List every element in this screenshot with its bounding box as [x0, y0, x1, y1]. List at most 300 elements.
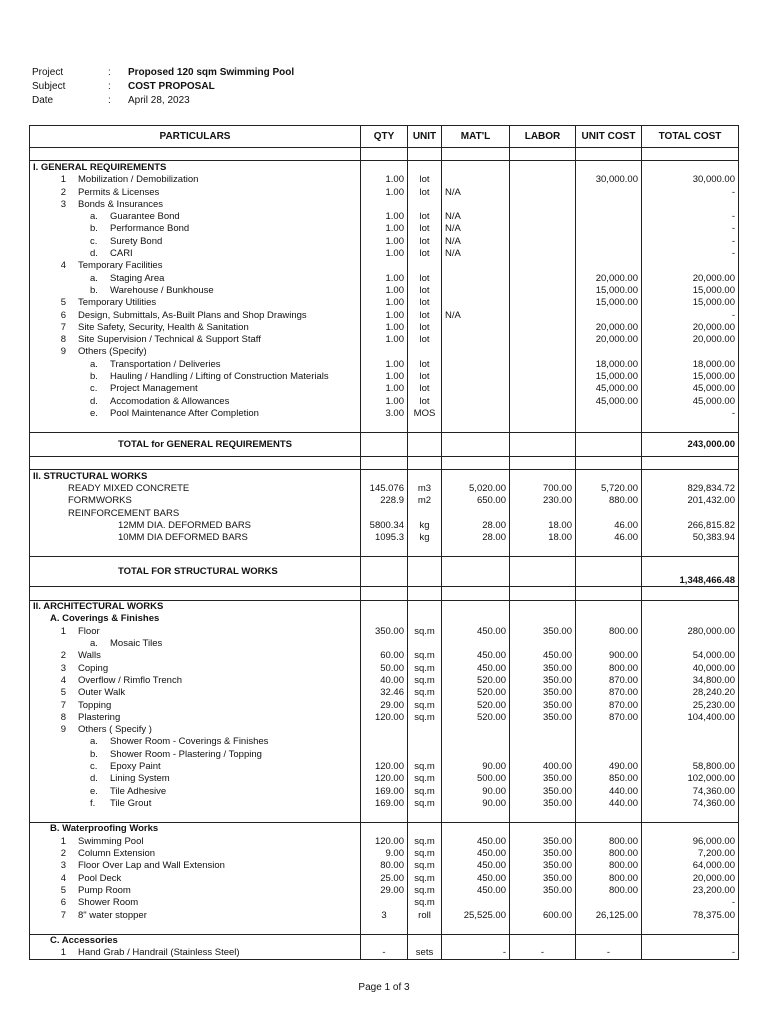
- item-text: Floor: [78, 625, 100, 637]
- table-row: [30, 370, 739, 382]
- material-cell: -: [442, 947, 510, 960]
- qty-cell: [361, 723, 408, 735]
- empty-cell: [30, 420, 361, 433]
- empty-cell: [408, 600, 442, 613]
- spacer-row: [30, 921, 739, 934]
- total-cost-cell: 40,000.00: [642, 662, 739, 674]
- qty-cell: 1095.3: [361, 532, 408, 544]
- total-cost-cell: 201,432.00: [642, 495, 739, 507]
- total-cost-cell: 18,000.00: [642, 358, 739, 370]
- item-description: [30, 532, 361, 544]
- table-row: [30, 637, 739, 649]
- unit-cost-cell: 870.00: [576, 674, 642, 686]
- table-row: [30, 687, 739, 699]
- material-cell: 520.00: [442, 699, 510, 711]
- table-row: [30, 507, 739, 519]
- material-cell: [442, 321, 510, 333]
- empty-cell: [642, 600, 739, 613]
- item-description: [30, 884, 361, 896]
- empty-cell: [510, 420, 576, 433]
- column-header: PARTICULARS: [30, 126, 361, 148]
- qty-cell: -: [361, 947, 408, 960]
- labor-cell: -: [510, 947, 576, 960]
- material-cell: [442, 736, 510, 748]
- total-value: 243,000.00: [642, 432, 739, 456]
- empty-cell: [642, 587, 739, 600]
- empty-cell: [442, 921, 510, 934]
- page-number: Page 1 of 3: [358, 982, 410, 993]
- table-row: [30, 872, 739, 884]
- qty-cell: [361, 346, 408, 358]
- empty-cell: [576, 161, 642, 174]
- total-cost-cell: 104,400.00: [642, 711, 739, 723]
- empty-cell: [510, 921, 576, 934]
- labor-cell: [510, 507, 576, 519]
- item-description: [30, 235, 361, 247]
- item-text: 8" water stopper: [78, 909, 147, 921]
- empty-cell: [408, 470, 442, 483]
- empty-cell: [442, 822, 510, 835]
- table-row: [30, 909, 739, 921]
- empty-cell: [442, 557, 510, 587]
- unit-cost-cell: 850.00: [576, 773, 642, 785]
- item-description: [30, 637, 361, 649]
- unit-cost-cell: 45,000.00: [576, 383, 642, 395]
- total-cost-cell: 74,360.00: [642, 797, 739, 809]
- item-text: Walls: [78, 650, 101, 662]
- empty-cell: [642, 822, 739, 835]
- empty-cell: [510, 613, 576, 625]
- empty-cell: [30, 921, 361, 934]
- labor-cell: [510, 210, 576, 222]
- item-text: Others (Specify): [78, 346, 147, 358]
- item-description: [30, 711, 361, 723]
- item-number: 3: [60, 860, 66, 872]
- table-row: [30, 748, 739, 760]
- table-row: [30, 309, 739, 321]
- labor-cell: [510, 748, 576, 760]
- table-row: [30, 773, 739, 785]
- table-row: [30, 346, 739, 358]
- total-cost-cell: 15,000.00: [642, 297, 739, 309]
- empty-cell: [510, 557, 576, 587]
- item-text: Hand Grab / Handrail (Stainless Steel): [78, 947, 240, 959]
- unit-cost-cell: [576, 723, 642, 735]
- table-row: [30, 482, 739, 494]
- empty-cell: [361, 432, 408, 456]
- material-cell: 450.00: [442, 884, 510, 896]
- spacer-row: [30, 587, 739, 600]
- item-text: Bonds & Insurances: [78, 198, 164, 210]
- unit-cost-cell: 20,000.00: [576, 321, 642, 333]
- unit-cell: lot: [408, 210, 442, 222]
- project-row: [32, 66, 294, 80]
- labor-cell: [510, 383, 576, 395]
- empty-cell: [576, 432, 642, 456]
- item-letter: b.: [90, 284, 98, 296]
- unit-cell: sq.m: [408, 760, 442, 772]
- item-text: Pump Room: [78, 884, 131, 896]
- item-description: [30, 321, 361, 333]
- total-cost-cell: [642, 346, 739, 358]
- item-text: REINFORCEMENT BARS: [68, 507, 180, 519]
- total-cost-cell: [642, 748, 739, 760]
- empty-cell: [361, 557, 408, 587]
- material-cell: 520.00: [442, 711, 510, 723]
- item-text: READY MIXED CONCRETE: [68, 483, 190, 495]
- empty-cell: [642, 613, 739, 625]
- total-cost-cell: [642, 507, 739, 519]
- item-letter: b.: [90, 748, 98, 760]
- unit-cell: kg: [408, 519, 442, 531]
- item-number: 6: [60, 309, 66, 321]
- material-cell: 450.00: [442, 860, 510, 872]
- item-description: [30, 333, 361, 345]
- qty-cell: 1.00: [361, 395, 408, 407]
- labor-cell: [510, 284, 576, 296]
- unit-cost-cell: 870.00: [576, 699, 642, 711]
- material-cell: [442, 748, 510, 760]
- table-row: [30, 321, 739, 333]
- unit-cost-cell: [576, 223, 642, 235]
- table-row: [30, 284, 739, 296]
- unit-cell: lot: [408, 395, 442, 407]
- material-cell: [442, 897, 510, 909]
- qty-cell: 145.076: [361, 482, 408, 494]
- material-cell: 450.00: [442, 662, 510, 674]
- total-cost-cell: -: [642, 223, 739, 235]
- empty-cell: [576, 148, 642, 161]
- item-number: 5: [60, 884, 66, 896]
- item-description: [30, 174, 361, 186]
- labor-cell: 350.00: [510, 625, 576, 637]
- total-cost-cell: 34,800.00: [642, 674, 739, 686]
- subsection-title-row: [30, 822, 739, 835]
- empty-cell: [361, 934, 408, 947]
- item-text: Project Management: [110, 383, 198, 395]
- item-letter: d.: [90, 248, 98, 260]
- unit-cell: m2: [408, 495, 442, 507]
- empty-cell: [510, 587, 576, 600]
- empty-cell: [510, 161, 576, 174]
- unit-cell: sq.m: [408, 860, 442, 872]
- table-row: [30, 625, 739, 637]
- empty-cell: [442, 613, 510, 625]
- unit-cell: lot: [408, 174, 442, 186]
- table-row: [30, 650, 739, 662]
- unit-cost-cell: [576, 260, 642, 272]
- subsection-title: C. Accessories: [30, 934, 361, 947]
- item-description: [30, 358, 361, 370]
- item-description: [30, 346, 361, 358]
- material-cell: [442, 198, 510, 210]
- item-letter: c.: [90, 383, 98, 395]
- column-header: TOTAL COST: [642, 126, 739, 148]
- table-row: [30, 736, 739, 748]
- empty-cell: [442, 470, 510, 483]
- empty-cell: [361, 587, 408, 600]
- total-cost-cell: 78,375.00: [642, 909, 739, 921]
- total-cost-cell: 25,230.00: [642, 699, 739, 711]
- qty-cell: 1.00: [361, 358, 408, 370]
- material-cell: 28.00: [442, 519, 510, 531]
- material-cell: N/A: [442, 186, 510, 198]
- item-description: [30, 370, 361, 382]
- empty-cell: [442, 600, 510, 613]
- item-description: [30, 835, 361, 847]
- unit-cost-cell: 15,000.00: [576, 284, 642, 296]
- qty-cell: 40.00: [361, 674, 408, 686]
- item-text: Mobilization / Demobilization: [78, 174, 199, 186]
- item-text: Pool Deck: [78, 872, 122, 884]
- material-cell: 450.00: [442, 847, 510, 859]
- unit-cell: sq.m: [408, 662, 442, 674]
- spacer-row: [30, 810, 739, 823]
- empty-cell: [510, 934, 576, 947]
- unit-cell: lot: [408, 186, 442, 198]
- unit-cell: kg: [408, 532, 442, 544]
- item-text: Design, Submittals, As-Built Plans and Shop Drawings: [78, 309, 307, 321]
- section-title-row: [30, 161, 739, 174]
- empty-cell: [510, 544, 576, 557]
- material-cell: [442, 370, 510, 382]
- project-value: Proposed 120 sqm Swimming Pool: [128, 67, 295, 78]
- material-cell: [442, 284, 510, 296]
- date-value: April 28, 2023: [128, 95, 190, 106]
- qty-cell: 1.00: [361, 210, 408, 222]
- empty-cell: [576, 420, 642, 433]
- total-cost-cell: 15,000.00: [642, 370, 739, 382]
- material-cell: 520.00: [442, 674, 510, 686]
- item-letter: d.: [90, 395, 98, 407]
- labor-cell: [510, 297, 576, 309]
- item-number: 4: [60, 260, 66, 272]
- table-row: [30, 383, 739, 395]
- unit-cell: sq.m: [408, 711, 442, 723]
- labor-cell: [510, 186, 576, 198]
- item-number: 7: [60, 699, 66, 711]
- item-description: [30, 247, 361, 259]
- item-description: [30, 297, 361, 309]
- empty-cell: [408, 934, 442, 947]
- qty-cell: 29.00: [361, 884, 408, 896]
- table-row: [30, 198, 739, 210]
- unit-cost-cell: 18,000.00: [576, 358, 642, 370]
- item-text: Permits & Licenses: [78, 186, 160, 198]
- empty-cell: [442, 148, 510, 161]
- table-row: [30, 395, 739, 407]
- unit-cell: lot: [408, 321, 442, 333]
- empty-cell: [408, 557, 442, 587]
- unit-cost-cell: 46.00: [576, 532, 642, 544]
- qty-cell: 50.00: [361, 662, 408, 674]
- project-label: Project: [32, 67, 64, 78]
- section-title: I. GENERAL REQUIREMENTS: [30, 161, 361, 174]
- item-description: [30, 186, 361, 198]
- qty-cell: 1.00: [361, 297, 408, 309]
- total-cost-cell: -: [642, 210, 739, 222]
- material-cell: 5,020.00: [442, 482, 510, 494]
- labor-cell: [510, 260, 576, 272]
- unit-cell: sq.m: [408, 785, 442, 797]
- material-cell: [442, 174, 510, 186]
- date-label: Date: [32, 95, 54, 106]
- material-cell: N/A: [442, 309, 510, 321]
- total-cost-cell: -: [642, 186, 739, 198]
- labor-cell: 350.00: [510, 847, 576, 859]
- labor-cell: [510, 235, 576, 247]
- item-description: [30, 650, 361, 662]
- unit-cell: [408, 736, 442, 748]
- total-cost-cell: 23,200.00: [642, 884, 739, 896]
- item-text: Outer Walk: [78, 687, 126, 699]
- item-text: Shower Room: [78, 897, 139, 909]
- total-cost-cell: -: [642, 407, 739, 419]
- qty-cell: 29.00: [361, 699, 408, 711]
- total-cost-cell: 102,000.00: [642, 773, 739, 785]
- item-number: 7: [60, 321, 66, 333]
- empty-cell: [510, 470, 576, 483]
- total-cost-cell: 64,000.00: [642, 860, 739, 872]
- item-description: [30, 507, 361, 519]
- empty-cell: [408, 921, 442, 934]
- empty-cell: [576, 613, 642, 625]
- empty-cell: [442, 934, 510, 947]
- unit-cell: roll: [408, 909, 442, 921]
- section-title-row: [30, 470, 739, 483]
- empty-cell: [642, 934, 739, 947]
- empty-cell: [576, 810, 642, 823]
- labor-cell: 350.00: [510, 687, 576, 699]
- column-header: UNIT: [408, 126, 442, 148]
- column-header: UNIT COST: [576, 126, 642, 148]
- unit-cost-cell: [576, 736, 642, 748]
- subsection-title: B. Waterproofing Works: [30, 822, 361, 835]
- labor-cell: [510, 346, 576, 358]
- material-cell: N/A: [442, 247, 510, 259]
- labor-cell: 350.00: [510, 835, 576, 847]
- unit-cost-cell: 870.00: [576, 687, 642, 699]
- material-cell: 450.00: [442, 872, 510, 884]
- item-text: Temporary Utilities: [78, 297, 157, 309]
- unit-cell: lot: [408, 297, 442, 309]
- empty-cell: [576, 470, 642, 483]
- unit-cell: lot: [408, 235, 442, 247]
- empty-cell: [361, 822, 408, 835]
- item-text: Temporary Facilities: [78, 260, 163, 272]
- spacer-row: [30, 148, 739, 161]
- item-number: 3: [60, 198, 66, 210]
- empty-cell: [510, 600, 576, 613]
- unit-cost-cell: 800.00: [576, 860, 642, 872]
- item-text: Tile Grout: [110, 797, 152, 809]
- item-description: [30, 260, 361, 272]
- unit-cell: lot: [408, 370, 442, 382]
- material-cell: [442, 383, 510, 395]
- item-text: Swimming Pool: [78, 835, 144, 847]
- labor-cell: [510, 358, 576, 370]
- qty-cell: 1.00: [361, 223, 408, 235]
- total-cost-cell: 20,000.00: [642, 272, 739, 284]
- item-letter: f.: [90, 797, 96, 809]
- material-cell: [442, 637, 510, 649]
- unit-cost-cell: 800.00: [576, 662, 642, 674]
- empty-cell: [510, 456, 576, 469]
- labor-cell: 350.00: [510, 797, 576, 809]
- unit-cost-cell: 800.00: [576, 847, 642, 859]
- item-text: Lining System: [110, 773, 170, 785]
- unit-cell: lot: [408, 272, 442, 284]
- labor-cell: [510, 174, 576, 186]
- qty-cell: 1.00: [361, 383, 408, 395]
- labor-cell: [510, 223, 576, 235]
- total-cost-cell: 54,000.00: [642, 650, 739, 662]
- unit-cost-cell: 800.00: [576, 625, 642, 637]
- labor-cell: 18.00: [510, 519, 576, 531]
- item-text: Column Extension: [78, 848, 156, 860]
- item-description: [30, 284, 361, 296]
- table-row: [30, 674, 739, 686]
- unit-cost-cell: [576, 235, 642, 247]
- empty-cell: [361, 161, 408, 174]
- table-row: [30, 272, 739, 284]
- unit-cost-cell: 15,000.00: [576, 370, 642, 382]
- unit-cell: sq.m: [408, 773, 442, 785]
- empty-cell: [408, 810, 442, 823]
- table-row: [30, 711, 739, 723]
- qty-cell: 32.46: [361, 687, 408, 699]
- empty-cell: [576, 544, 642, 557]
- empty-cell: [408, 544, 442, 557]
- unit-cell: sq.m: [408, 650, 442, 662]
- column-header: MAT'L: [442, 126, 510, 148]
- unit-cost-cell: 20,000.00: [576, 333, 642, 345]
- empty-cell: [576, 557, 642, 587]
- table-row: [30, 333, 739, 345]
- qty-cell: 1.00: [361, 370, 408, 382]
- qty-cell: 1.00: [361, 272, 408, 284]
- qty-cell: 60.00: [361, 650, 408, 662]
- unit-cell: [408, 748, 442, 760]
- qty-cell: 1.00: [361, 235, 408, 247]
- unit-cell: m3: [408, 482, 442, 494]
- item-letter: b.: [90, 370, 98, 382]
- item-number: 2: [60, 848, 66, 860]
- item-number: 2: [60, 186, 66, 198]
- total-cost-cell: 829,834.72: [642, 482, 739, 494]
- unit-cell: sets: [408, 947, 442, 960]
- unit-cell: sq.m: [408, 625, 442, 637]
- unit-cell: lot: [408, 333, 442, 345]
- item-description: [30, 860, 361, 872]
- qty-cell: 1.00: [361, 247, 408, 259]
- labor-cell: 700.00: [510, 482, 576, 494]
- item-letter: b.: [90, 223, 98, 235]
- material-cell: [442, 507, 510, 519]
- item-letter: d.: [90, 773, 98, 785]
- labor-cell: [510, 198, 576, 210]
- empty-cell: [361, 456, 408, 469]
- empty-cell: [576, 587, 642, 600]
- empty-cell: [442, 420, 510, 433]
- item-text: Site Safety, Security, Health & Sanitation: [78, 321, 249, 333]
- empty-cell: [361, 470, 408, 483]
- total-cost-cell: 96,000.00: [642, 835, 739, 847]
- unit-cost-cell: 900.00: [576, 650, 642, 662]
- unit-cost-cell: 26,125.00: [576, 909, 642, 921]
- item-letter: e.: [90, 785, 98, 797]
- item-text: Topping: [78, 699, 112, 711]
